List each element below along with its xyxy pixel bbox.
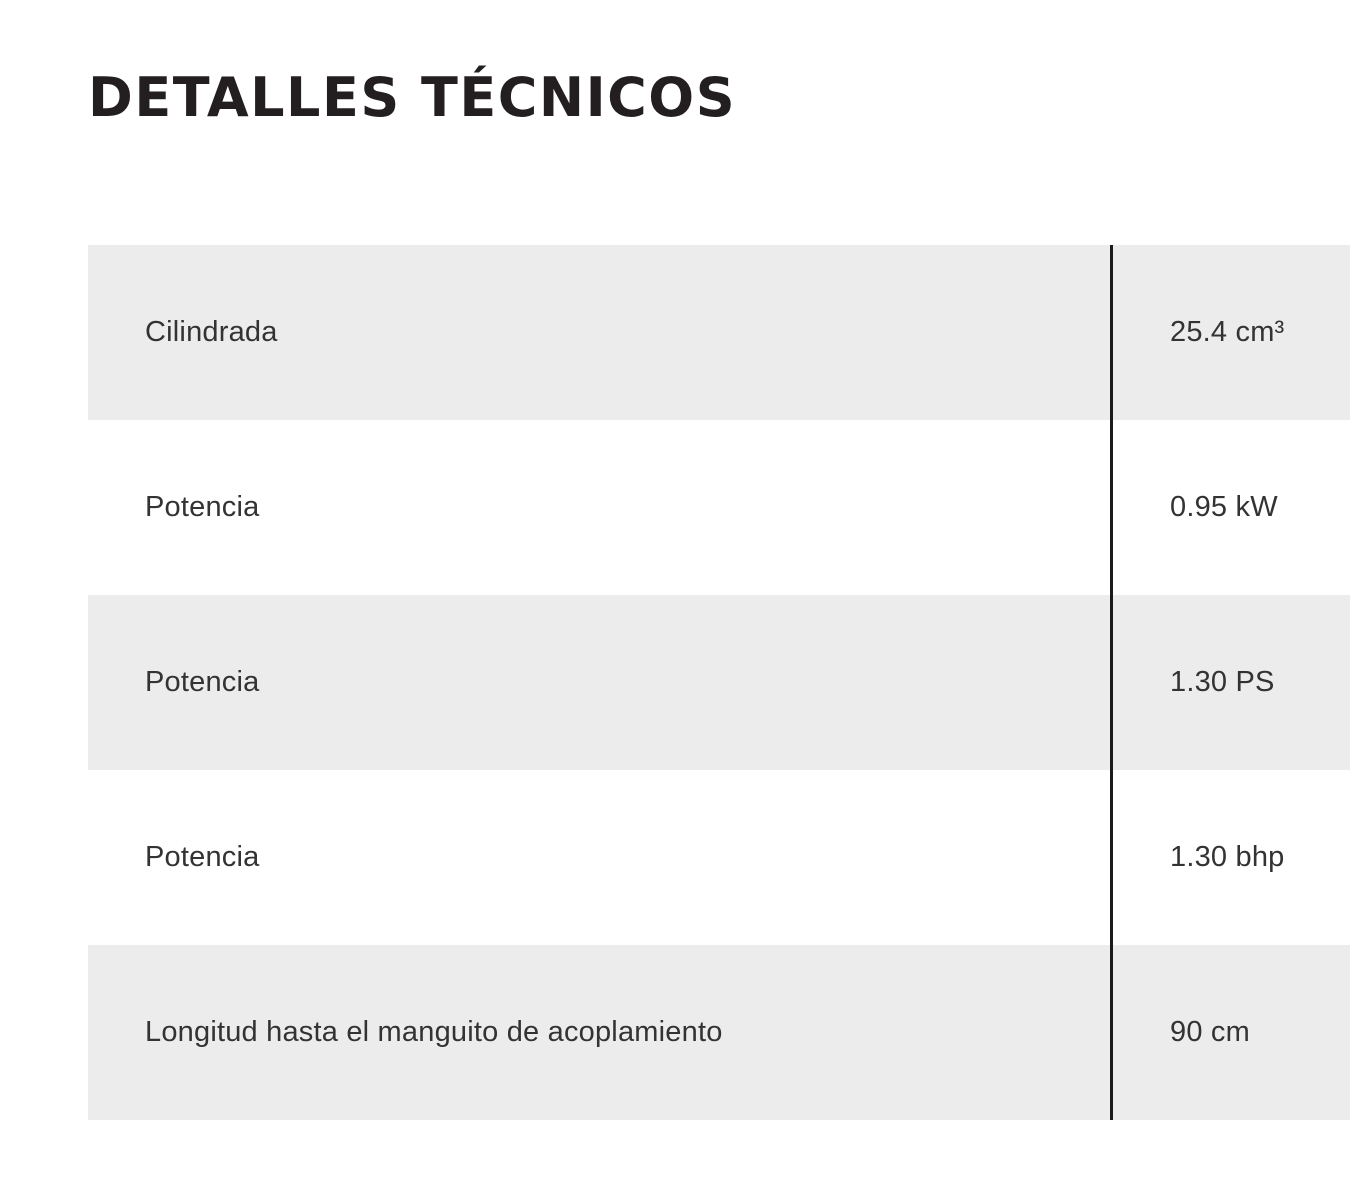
spec-label: Potencia: [145, 841, 260, 873]
spec-label: Longitud hasta el manguito de acoplamiento: [145, 1016, 723, 1048]
technical-specs-table: [88, 245, 1350, 1120]
technical-specs-body: [88, 245, 1350, 1120]
spec-value: 1.30 bhp: [1112, 770, 1350, 945]
page-title: DETALLES TÉCNICOS: [88, 66, 737, 130]
spec-value: 90 cm: [1112, 945, 1350, 1120]
table-row: [88, 945, 1350, 1120]
table-row: [88, 770, 1350, 945]
spec-label: Cilindrada: [145, 316, 278, 348]
spec-value: 1.30 PS: [1112, 595, 1350, 770]
table-row: [88, 595, 1350, 770]
spec-label: Potencia: [145, 491, 260, 523]
table-row: [88, 420, 1350, 595]
spec-value: 0.95 kW: [1112, 420, 1350, 595]
table-row: [88, 245, 1350, 420]
spec-label: Potencia: [145, 666, 260, 698]
spec-value: 25.4 cm³: [1112, 245, 1350, 420]
